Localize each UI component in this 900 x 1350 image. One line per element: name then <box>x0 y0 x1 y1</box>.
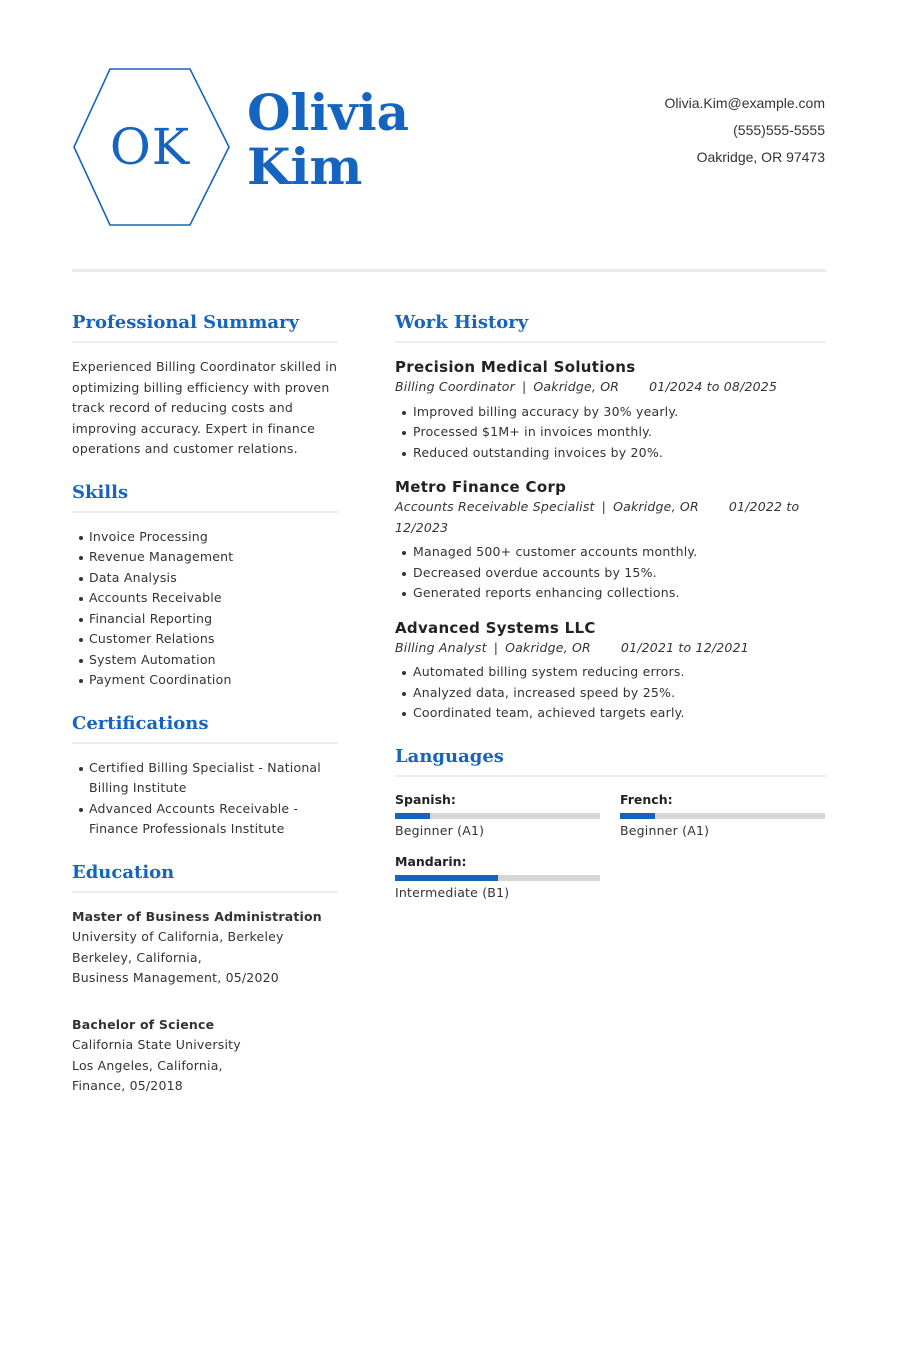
education-field: Finance, 05/2018 <box>72 1078 183 1093</box>
job-bullet: Reduced outstanding invoices by 20%. <box>395 443 826 464</box>
language-item <box>395 853 600 903</box>
job-bullet: Generated reports enhancing collections. <box>395 583 826 604</box>
contact-email[interactable]: Olivia.Kim@example.com <box>664 95 825 111</box>
skills-section <box>72 482 338 691</box>
summary-text: Experienced Billing Coordinator skilled in optimizing billing efficiency with proven track record of reducing costs and improving accuracy. Expert in finance operations and customer relations. <box>72 359 338 456</box>
education-section <box>72 862 338 1097</box>
language-name: Spanish: <box>395 791 456 807</box>
job-separator: | <box>493 639 499 655</box>
header-divider <box>72 269 826 272</box>
section-title-skills: Skills <box>72 482 338 513</box>
job-role: Billing Analyst <box>395 639 487 655</box>
last-name: Kim <box>247 137 363 196</box>
education-list <box>72 907 338 1097</box>
job-bullet: Coordinated team, achieved targets early. <box>395 703 826 724</box>
left-column <box>72 312 338 1123</box>
job-location: Oakridge, OR <box>533 379 620 394</box>
professional-summary-section <box>72 312 338 460</box>
right-column <box>395 312 826 937</box>
language-bar <box>395 813 600 819</box>
job-separator: | <box>521 379 527 394</box>
section-title-work: Work History <box>395 312 826 343</box>
job-separator: | <box>601 499 607 514</box>
job-entry <box>395 477 826 604</box>
language-name: Mandarin: <box>395 853 467 869</box>
job-meta <box>395 497 826 538</box>
skill-item: Customer Relations <box>72 629 338 650</box>
skill-item: Financial Reporting <box>72 609 338 630</box>
first-name: Olivia <box>247 83 409 142</box>
job-bullet: Managed 500+ customer accounts monthly. <box>395 542 826 563</box>
skill-item: Data Analysis <box>72 568 338 589</box>
job-role: Billing Coordinator <box>395 379 515 394</box>
job-bullet: Analyzed data, increased speed by 25%. <box>395 683 826 704</box>
education-place: Berkeley, California, <box>72 949 202 965</box>
language-name: French: <box>620 791 673 807</box>
education-item <box>72 1015 338 1097</box>
language-level: Beginner (A1) <box>620 822 710 838</box>
language-bar-fill <box>395 875 498 881</box>
language-level: Beginner (A1) <box>395 822 485 838</box>
job-entry <box>395 618 826 724</box>
language-level: Intermediate (B1) <box>395 884 510 900</box>
job-bullets <box>395 662 826 724</box>
language-bar-fill <box>620 813 655 819</box>
skill-item: Payment Coordination <box>72 670 338 691</box>
job-location: Oakridge, OR <box>613 499 699 514</box>
job-company: Advanced Systems LLC <box>395 618 596 637</box>
job-company: Precision Medical Solutions <box>395 358 636 376</box>
skills-list <box>72 527 338 691</box>
candidate-name <box>247 83 409 196</box>
certifications-list <box>72 758 338 840</box>
job-role: Accounts Receivable Specialist <box>395 499 595 514</box>
certification-item: Advanced Accounts Receivable - Finance Professionals Institute <box>72 799 338 840</box>
languages-list <box>395 791 826 915</box>
work-history-section <box>395 312 826 724</box>
languages-section <box>395 746 826 915</box>
monogram-initials: OK <box>109 118 191 176</box>
job-bullet: Automated billing system reducing errors. <box>395 662 826 683</box>
job-meta <box>395 638 826 659</box>
education-place: Los Angeles, California, <box>72 1057 223 1073</box>
section-title-summary: Professional Summary <box>72 312 338 343</box>
education-school: California State University <box>72 1037 241 1052</box>
language-bar <box>395 875 600 881</box>
certification-item: Certified Billing Specialist - National Billing Institute <box>72 758 338 799</box>
contact-info <box>665 90 825 171</box>
monogram-logo <box>72 68 232 226</box>
job-entry <box>395 357 826 463</box>
skill-item: Revenue Management <box>72 547 338 568</box>
section-title-certifications: Certifications <box>72 713 338 744</box>
education-school: University of California, Berkeley <box>72 929 284 944</box>
skill-item: System Automation <box>72 650 338 671</box>
job-bullet: Decreased overdue accounts by 15%. <box>395 563 826 584</box>
job-company: Metro Finance Corp <box>395 478 567 496</box>
education-degree: Bachelor of Science <box>72 1016 215 1032</box>
skill-item: Invoice Processing <box>72 527 338 548</box>
job-location: Oakridge, OR <box>505 639 591 655</box>
job-dates: 01/2021 to 12/2021 <box>620 639 749 655</box>
job-meta <box>395 377 826 398</box>
education-field: Business Management, 05/2020 <box>72 970 279 985</box>
job-bullet: Improved billing accuracy by 30% yearly. <box>395 402 826 423</box>
contact-location: Oakridge, OR 97473 <box>696 149 825 165</box>
job-dates: 01/2022 to 12/2023 <box>395 499 800 535</box>
job-bullet: Processed $1M+ in invoices monthly. <box>395 422 826 443</box>
job-dates: 01/2024 to 08/2025 <box>649 379 778 394</box>
job-bullets <box>395 402 826 464</box>
language-item <box>395 791 600 841</box>
education-degree: Master of Business Administration <box>72 908 322 924</box>
language-item <box>620 791 825 841</box>
contact-phone: (555)555-5555 <box>733 122 825 138</box>
section-title-languages: Languages <box>395 746 826 777</box>
education-item <box>72 907 338 989</box>
language-bar-fill <box>395 813 430 819</box>
section-title-education: Education <box>72 862 338 893</box>
skill-item: Accounts Receivable <box>72 588 338 609</box>
job-bullets <box>395 542 826 604</box>
certifications-section <box>72 713 338 840</box>
language-bar <box>620 813 825 819</box>
